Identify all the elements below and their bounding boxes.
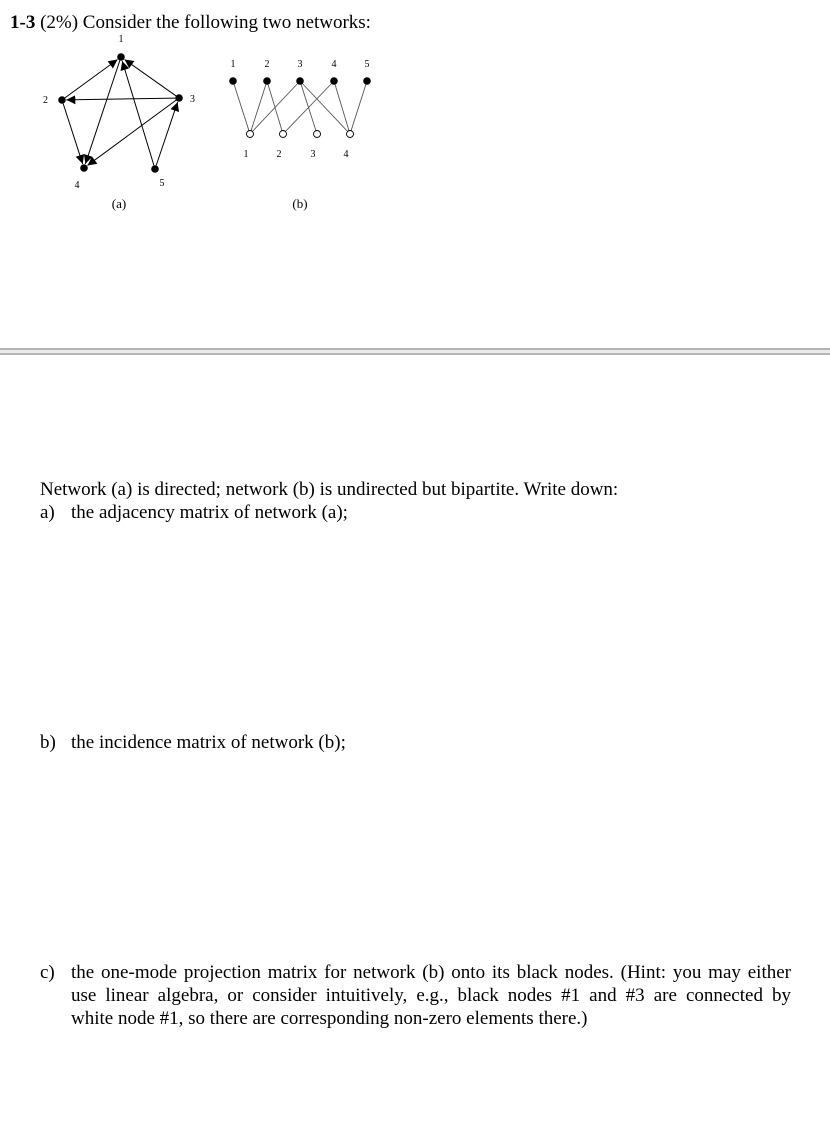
black-node-3	[296, 77, 304, 85]
edge-black-2-white-1	[250, 81, 267, 134]
black-node-label-4: 4	[331, 59, 337, 70]
item-c-line-2: use linear algebra, or consider intuitively, e.g., black nodes #1 and #3 are connected by	[71, 985, 791, 1006]
item-c	[40, 961, 800, 1033]
node-label-4: 4	[74, 180, 80, 191]
separator-line	[0, 353, 830, 355]
node-3	[175, 94, 183, 102]
item-b-text: the incidence matrix of network (b);	[71, 732, 346, 753]
white-node-2	[280, 131, 287, 138]
question-title: (2%) Consider the following two networks:	[35, 12, 371, 33]
white-node-1	[247, 131, 254, 138]
network-b	[229, 59, 371, 211]
edge-3-to-2	[66, 98, 175, 100]
white-node-4	[347, 131, 354, 138]
node-1	[117, 53, 125, 61]
networks-figure	[0, 28, 420, 218]
white-node-3	[314, 131, 321, 138]
black-node-label-1: 1	[230, 59, 236, 70]
black-node-1	[229, 77, 237, 85]
edge-3-to-4	[87, 100, 175, 165]
black-node-5	[363, 77, 371, 85]
item-b-label: b)	[40, 732, 56, 753]
node-label-5: 5	[159, 178, 165, 189]
node-label-1: 1	[118, 34, 124, 45]
edge-black-3-white-1	[250, 81, 300, 134]
question-number: 1-3	[10, 12, 36, 33]
item-a-text: the adjacency matrix of network (a);	[71, 502, 348, 523]
node-4	[80, 164, 88, 172]
edge-black-4-white-2	[283, 81, 334, 134]
edge-black-5-white-4	[350, 81, 367, 134]
black-node-label-5: 5	[364, 59, 370, 70]
edge-black-3-white-4	[300, 81, 350, 134]
white-node-label-1: 1	[243, 149, 249, 160]
item-c-line-1: the one-mode projection matrix for network (b) onto its black nodes. (Hint: you may either	[71, 962, 791, 983]
item-b	[40, 731, 800, 755]
white-node-label-4: 4	[343, 149, 349, 160]
network-a	[43, 34, 195, 211]
edge-1-to-4	[85, 61, 119, 164]
black-node-2	[263, 77, 271, 85]
item-a-label: a)	[40, 502, 55, 523]
white-node-label-2: 2	[276, 149, 282, 160]
intro-text: Network (a) is directed; network (b) is undirected but bipartite. Write down:	[40, 479, 619, 500]
node-5	[151, 165, 159, 173]
network-a-caption: (a)	[111, 196, 127, 211]
node-label-2: 2	[43, 95, 48, 106]
black-node-label-3: 3	[297, 59, 303, 70]
black-node-4	[330, 77, 338, 85]
node-label-3: 3	[190, 94, 195, 105]
network-b-caption: (b)	[292, 196, 308, 211]
item-c-label: c)	[40, 962, 55, 983]
edge-5-to-3	[156, 102, 177, 165]
edge-3-to-1	[125, 59, 176, 95]
item-a	[40, 501, 800, 525]
item-c-text	[71, 961, 791, 1030]
edge-black-1-white-1	[233, 81, 250, 134]
node-2	[58, 96, 66, 104]
white-node-label-3: 3	[310, 149, 316, 160]
item-c-line-3: white node #1, so there are corresponding non-zero elements there.)	[71, 1008, 588, 1029]
black-node-label-2: 2	[264, 59, 270, 70]
edge-2-to-4	[63, 104, 83, 164]
